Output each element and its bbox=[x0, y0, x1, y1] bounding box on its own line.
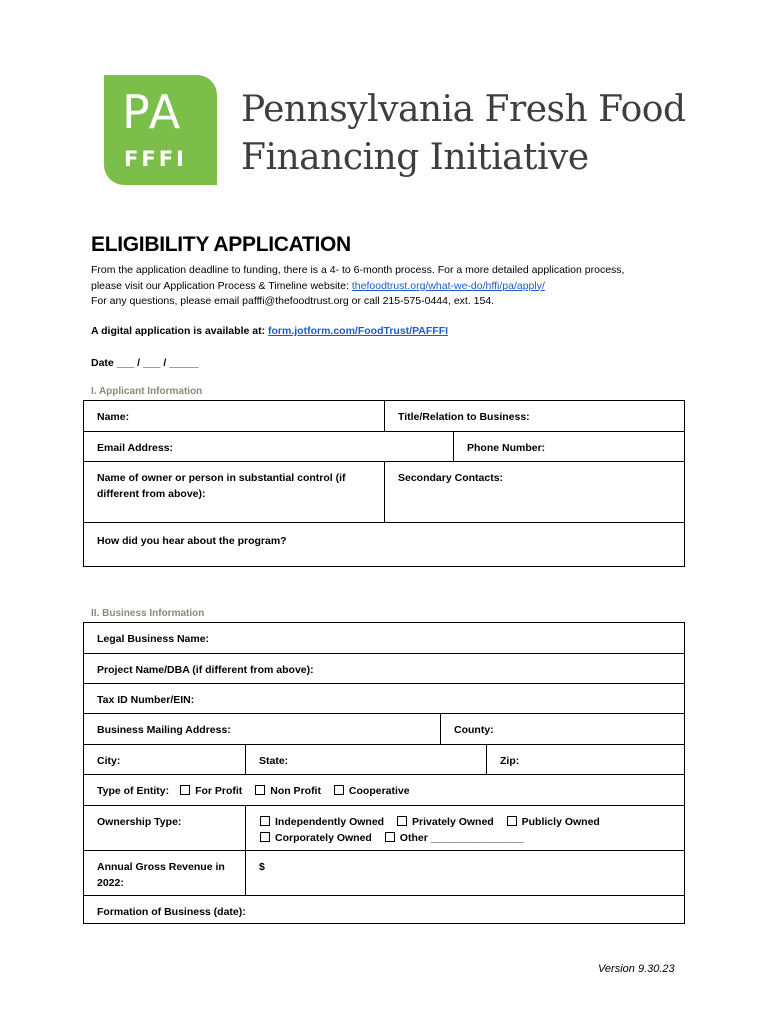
checkbox-icon[interactable] bbox=[397, 816, 407, 826]
intro-line3: For any questions, please email pafffi@thefoodtrust.org or call 215-575-0444, ext. 154. bbox=[91, 295, 495, 307]
privately-owned-label: Privately Owned bbox=[412, 816, 494, 828]
cooperative-option[interactable] bbox=[334, 785, 410, 797]
table-row bbox=[84, 623, 684, 654]
independently-owned-label: Independently Owned bbox=[275, 816, 385, 828]
logo-title bbox=[241, 86, 686, 182]
entity-type-row bbox=[84, 775, 684, 805]
table-row bbox=[84, 806, 684, 851]
state-field[interactable]: State: bbox=[245, 745, 486, 774]
applicant-table bbox=[83, 400, 685, 567]
non-profit-option[interactable] bbox=[255, 785, 321, 797]
phone-field[interactable]: Phone Number: bbox=[453, 432, 684, 461]
project-name-field[interactable]: Project Name/DBA (if different from above): bbox=[97, 664, 314, 676]
checkbox-icon[interactable] bbox=[255, 785, 265, 795]
email-field[interactable]: Email Address: bbox=[97, 442, 174, 454]
privately-owned-option[interactable] bbox=[397, 816, 494, 828]
corporately-owned-label: Corporately Owned bbox=[275, 832, 372, 844]
for-profit-label: For Profit bbox=[195, 785, 243, 797]
table-row bbox=[84, 851, 684, 896]
jotform-link[interactable]: form.jotform.com/FoodTrust/PAFFFI bbox=[268, 325, 449, 337]
other-label: Other ________________ bbox=[399, 832, 525, 844]
checkbox-icon[interactable] bbox=[507, 816, 517, 826]
table-row bbox=[84, 401, 684, 432]
table-row bbox=[84, 684, 684, 714]
cooperative-label: Cooperative bbox=[348, 785, 410, 797]
publicly-owned-label: Publicly Owned bbox=[521, 816, 600, 828]
version-label: Version 9.30.23 bbox=[598, 963, 675, 975]
pafffi-logo-mark bbox=[104, 75, 217, 185]
table-row bbox=[84, 523, 684, 565]
for-profit-option[interactable] bbox=[180, 785, 242, 797]
hear-about-field[interactable]: How did you hear about the program? bbox=[97, 535, 287, 547]
title-relation-field[interactable]: Title/Relation to Business: bbox=[384, 401, 684, 431]
intro-line2 bbox=[91, 279, 711, 295]
checkbox-icon[interactable] bbox=[260, 816, 270, 826]
ownership-type-label: Ownership Type: bbox=[97, 816, 182, 828]
owner-field[interactable]: Name of owner or person in substantial control (if different from above): bbox=[97, 472, 346, 500]
name-field[interactable]: Name: bbox=[97, 411, 130, 423]
checkbox-icon[interactable] bbox=[334, 785, 344, 795]
page-title: ELIGIBILITY APPLICATION bbox=[91, 233, 351, 256]
other-option[interactable] bbox=[385, 832, 524, 844]
legal-name-field[interactable]: Legal Business Name: bbox=[97, 633, 210, 645]
corporately-owned-option[interactable] bbox=[260, 832, 372, 844]
table-row bbox=[84, 654, 684, 684]
digital-application-text: A digital application is available at: bbox=[91, 325, 268, 337]
apply-website-link[interactable]: thefoodtrust.org/what-we-do/hffi/pa/apply/ bbox=[351, 279, 545, 292]
entity-type-label: Type of Entity: bbox=[97, 785, 170, 797]
formation-date-field[interactable]: Formation of Business (date): bbox=[97, 906, 246, 918]
checkbox-icon[interactable] bbox=[385, 832, 395, 842]
table-row bbox=[84, 745, 684, 775]
tax-id-field[interactable]: Tax ID Number/EIN: bbox=[97, 694, 195, 706]
non-profit-label: Non Profit bbox=[270, 785, 321, 797]
intro-line1: From the application deadline to funding, there is a 4- to 6-month process. For a more detailed application process, bbox=[91, 264, 625, 276]
digital-application-line bbox=[91, 325, 448, 337]
applicant-section-title: I. Applicant Information bbox=[91, 386, 203, 397]
table-row bbox=[84, 432, 684, 462]
business-section-title: II. Business Information bbox=[91, 608, 205, 619]
logo-fffi-text: FFFI bbox=[124, 147, 187, 171]
checkbox-icon[interactable] bbox=[260, 832, 270, 842]
table-row bbox=[84, 462, 684, 523]
city-field[interactable]: City: bbox=[97, 755, 121, 767]
county-field[interactable]: County: bbox=[440, 714, 684, 744]
intro-line2-text: please visit our Application Process & Timeline website: bbox=[91, 279, 352, 292]
independently-owned-option[interactable] bbox=[260, 816, 384, 828]
logo-title-line1: Pennsylvania Fresh Food bbox=[241, 89, 686, 130]
logo-pa-text: PA bbox=[122, 85, 183, 139]
logo-title-line2: Financing Initiative bbox=[241, 137, 589, 178]
zip-field[interactable]: Zip: bbox=[486, 745, 684, 774]
secondary-contacts-field[interactable]: Secondary Contacts: bbox=[384, 462, 684, 522]
ownership-options bbox=[245, 806, 684, 850]
annual-revenue-field[interactable]: $ bbox=[245, 851, 684, 895]
business-table bbox=[83, 622, 685, 924]
intro-paragraph bbox=[91, 263, 711, 310]
table-row bbox=[84, 896, 684, 923]
table-row bbox=[84, 714, 684, 745]
checkbox-icon[interactable] bbox=[180, 785, 190, 795]
table-row bbox=[84, 775, 684, 806]
publicly-owned-option[interactable] bbox=[507, 816, 600, 828]
annual-revenue-label: Annual Gross Revenue in 2022: bbox=[97, 861, 225, 889]
mailing-address-field[interactable]: Business Mailing Address: bbox=[97, 724, 231, 736]
date-field[interactable]: Date ___ / ___ / _____ bbox=[91, 357, 199, 369]
